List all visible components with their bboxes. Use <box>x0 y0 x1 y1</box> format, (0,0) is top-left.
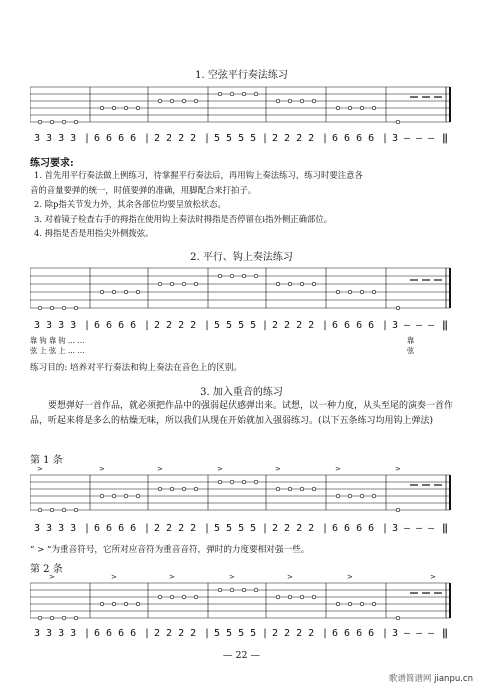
jianpu-measure: 3 – – – <box>392 523 435 534</box>
jianpu-measure: 6 6 6 6 <box>94 320 137 331</box>
svg-text:>: > <box>217 465 223 473</box>
svg-text:>: > <box>229 573 235 581</box>
svg-text:>: > <box>49 573 55 581</box>
jianpu-measure: 2 2 2 2 <box>272 320 315 331</box>
jianpu-measure: 6 6 6 6 <box>332 320 375 331</box>
jianpu-measure: 2 2 2 2 <box>154 133 197 144</box>
tab-staff-3 <box>30 465 455 519</box>
svg-text:>: > <box>99 465 105 473</box>
jianpu-measure: 3 – – – <box>392 133 435 144</box>
jianpu-measure: 2 2 2 2 <box>154 320 197 331</box>
jianpu-measure: 6 6 6 6 <box>332 133 375 144</box>
jianpu-measure: 6 6 6 6 <box>332 523 375 534</box>
watermark-url[interactable]: jianpu.cn <box>434 674 473 684</box>
tab-staff-4 <box>30 573 455 627</box>
jianpu-measure: 6 6 6 6 <box>332 628 375 639</box>
jianpu-measure: 5 5 5 5 <box>214 628 257 639</box>
jianpu-measure: 3 – – – <box>392 628 435 639</box>
exercise1-label: 第 1 条 <box>30 455 63 466</box>
jianpu-measure: 2 2 2 2 <box>154 628 197 639</box>
svg-text:>: > <box>37 465 43 473</box>
jianpu-measure: 2 2 2 2 <box>272 523 315 534</box>
jianpu-measure: 2 2 2 2 <box>272 133 315 144</box>
watermark-text: 歌谱简谱网 <box>388 674 432 684</box>
jianpu-measure: 6 6 6 6 <box>94 523 137 534</box>
section3-paragraph: 要想弹好一首作品，就必须把作品中的强弱起伏感弹出来。试想，以一种力度，从头至尾的演奏一首作品，听起来将是多么的枯燥无味，所以我们从现在开始就加入强弱练习。(以下五条练习均用钩上弹法) <box>30 401 454 426</box>
jianpu-measure: 3 3 3 3 <box>34 320 77 331</box>
requirements-heading: 练习要求: <box>30 158 74 169</box>
requirement-item: 3. 对着镜子检查右手的拇指在使用钩上奏法时拇指是否停留在i指外侧正确部位。 <box>34 213 333 224</box>
svg-text:>: > <box>347 573 353 581</box>
jianpu-measure: 2 2 2 2 <box>154 523 197 534</box>
svg-text:>: > <box>395 465 401 473</box>
requirement-item: 1. 首先用平行奏法做上例练习，待掌握平行奏法后，再用钩上奏法练习，练习时要注意各 <box>34 170 363 180</box>
jianpu-measure: 6 6 6 6 <box>94 133 137 144</box>
accent-symbol-note: “ > ”为重音符号，它所对应音符为重音音符，弹时的力度要相对强一些。 <box>30 545 310 555</box>
svg-text:>: > <box>275 465 281 473</box>
exercise2-label: 第 2 条 <box>30 564 63 575</box>
jianpu-measure: 3 3 3 3 <box>34 628 77 639</box>
svg-text:>: > <box>335 465 341 473</box>
requirement-item: 4. 拇指是否是用指尖外侧拨弦。 <box>34 228 154 239</box>
requirement-item: 音的音量要弹的统一，时值要弹的准确，用脚配合来打拍子。 <box>30 184 257 195</box>
section2-title: 2. 平行、钩上奏法练习 <box>190 252 293 263</box>
technique-annotation: 靠 钩 靠 钩 … … <box>30 336 85 345</box>
tab-staff-1 <box>30 83 455 127</box>
jianpu-measure: 5 5 5 5 <box>214 320 257 331</box>
technique-annotation: 靠 <box>407 336 415 345</box>
requirements-list <box>30 168 454 241</box>
tab-staff-2 <box>30 264 455 314</box>
svg-text:>: > <box>430 573 436 581</box>
technique-annotation: 弦 <box>407 346 415 355</box>
jianpu-measure: 3 – – – <box>392 320 435 331</box>
technique-annotation: 弦 上 弦 上 … … <box>30 346 85 355</box>
watermark <box>389 672 473 684</box>
svg-text:>: > <box>287 573 293 581</box>
jianpu-measure: 6 6 6 6 <box>94 628 137 639</box>
svg-text:>: > <box>111 573 117 581</box>
svg-text:>: > <box>157 465 163 473</box>
jianpu-measure: 5 5 5 5 <box>214 133 257 144</box>
jianpu-measure: 5 5 5 5 <box>214 523 257 534</box>
requirement-item: 2. 除p指关节发力外，其余各部位均要呈放松状态。 <box>34 199 226 210</box>
score-page: 1. 空弦平行奏法练习 3 3 3 3 | 6 6 6 6 | 2 2 2 2 | 5 5 5 5 | 2 2 2 2 | 6 6 6 6 | 3 – – – ‖ 练习要求: 1. 首先用平行奏法做上例练习，待掌握平行奏法后，再用钩上奏法练习，练习时要注意各 音的音量要弹的统一，时值要弹的准确，用脚配合来打拍子。 2. 除p指关节发力外，其余各部位均要呈放松状态。 3. 对着镜子检查右手的拇指在使用钩上奏法时拇指是否停留在i指外侧正确部位。 4. 拇指是否是用指尖外侧拨弦。 2. 平行、钩上奏法练习 3 3 3 3 | 6 6 6 6 | 2 2 2 2 | 5 5 5 5 | 2 2 2 2 | 6 6 6 6 | 3 – – – ‖ 靠 钩 靠 钩 … … 弦 上 弦 上 … … 靠 弦 练习目的: 培养对平行奏法和钩上奏法在音色上的区别。 3. 加入重音的练习 要想弹好一首作品，就必须把作品中的强弱起伏感弹出来。试想，以一种力度，从头至尾的演奏一首作品，听起来将是多么的枯燥无味，所以我们从现在开始就加入强弱练习。(以下五条练习均用钩上弹法) 第 1 条 > > > > > > > 3 3 3 3 | 6 6 6 6 | 2 2 2 2 | 5 5 5 5 | 2 2 2 2 | 6 6 6 6 | 3 – – – ‖ “ > ”为重音符号，它所对应音符为重音音符，弹时的力度要相对强一些。 第 2 条 > > > > > > > 3 3 3 3 | 6 6 6 6 | 2 2 2 2 | 5 5 5 5 | 2 2 2 2 | 6 6 6 6 | 3 – – – ‖ — 22 — 歌谱简谱网 jianpu.cn <box>0 0 483 690</box>
jianpu-measure: 2 2 2 2 <box>272 628 315 639</box>
practice-purpose: 练习目的: 培养对平行奏法和钩上奏法在音色上的区别。 <box>30 363 242 373</box>
jianpu-measure: 3 3 3 3 <box>34 523 77 534</box>
svg-text:>: > <box>169 573 175 581</box>
section3-title: 3. 加入重音的练习 <box>200 387 283 398</box>
section1-title: 1. 空弦平行奏法练习 <box>195 70 288 81</box>
jianpu-measure: 3 3 3 3 <box>34 133 77 144</box>
page-number: — 22 — <box>222 650 261 661</box>
